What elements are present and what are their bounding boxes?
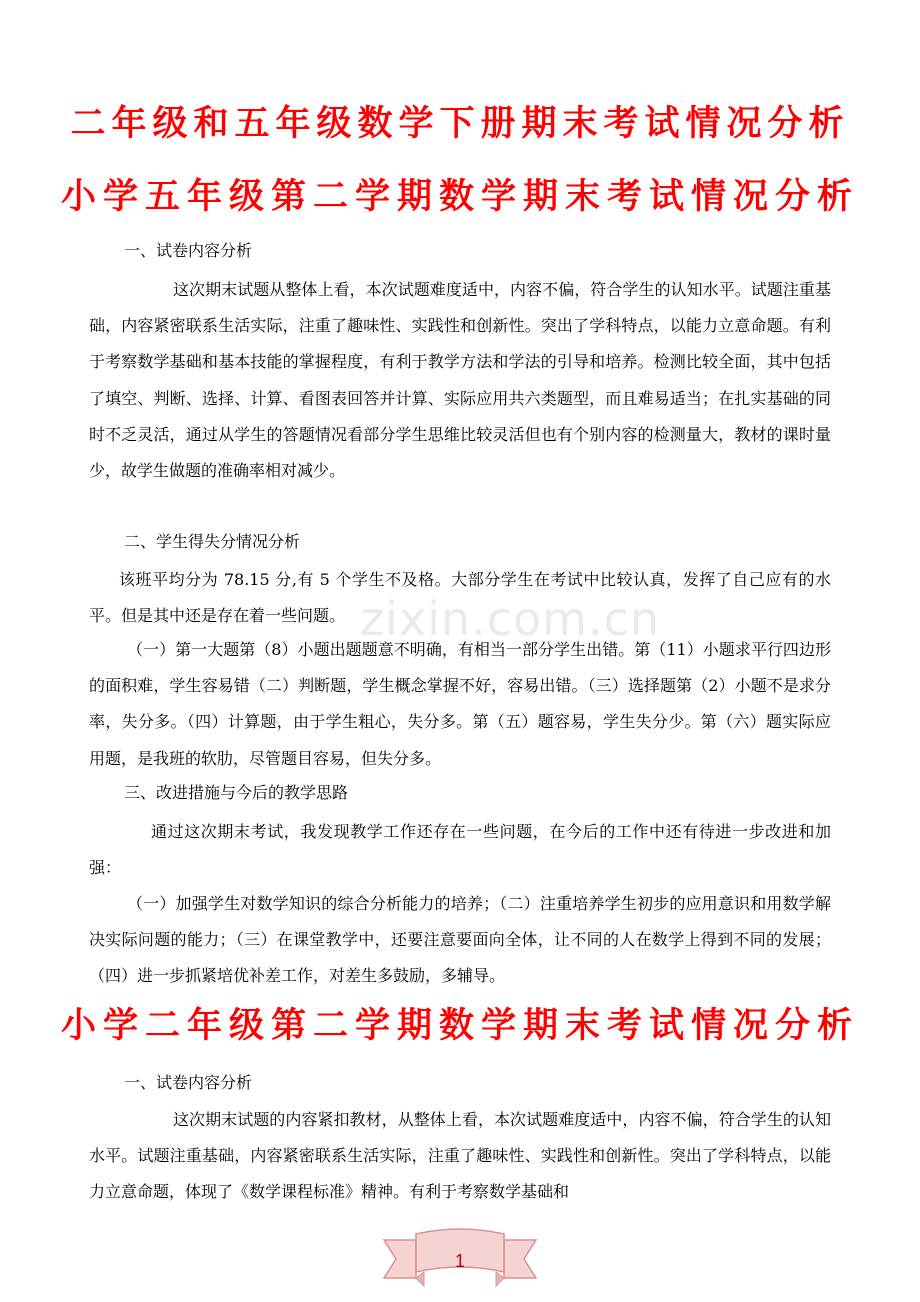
grade5-paragraph-1: 这次期末试题从整体上看，本次试题难度适中，内容不偏，符合学生的认知水平。试题注重基础，内容紧密联系生活实际，注重了趣味性、实践性和创新性。突出了学科特点，以能力立意命题。有利于考察数学基础和基本技能的掌握程度，有利于教学方法和学法的引导和培养。检测比较全面，其中包括了填空、判断、选择、计算、看图表回答并计算、实际应用共六类题型，而且难易适当；在扎实基础的同时不乏灵活，通过从学生的答题情况看部分学生思维比较灵活但也有个别内容的检测量大，教材的课时量少，故学生做题的准确率相对减少。 (89, 280, 831, 481)
grade2-heading-1: 一、试卷内容分析 (124, 1073, 253, 1092)
grade5-paragraph-3: （一）第一大题第（8）小题出题题意不明确，有相当一部分学生出错。第（11）小题求平行四边形的面积难，学生容易错（二）判断题，学生概念掌握不好，容易出错。（三）选择题第（2）小题不是求分率，失分多。（四）计算题，由于学生粗心，失分多。第（五）题容易，学生失分少。第（六）题实际应用题，是我班的软肋，尽管题目容易，但失分多。 (89, 640, 831, 768)
grade5-paragraph-4: 通过这次期末考试，我发现教学工作还存在一些问题，在今后的工作中还有待进一步改进和加强： (89, 822, 831, 878)
grade5-paragraph-2: 该班平均分为 78.15 分,有 5 个学生不及格。大部分学生在考试中比较认真，发挥了自己应有的水平。但是其中还是存在着一些问题。 (89, 570, 831, 626)
grade5-title: 小学五年级第二学期数学期末考试情况分析 (60, 177, 859, 217)
grade5-heading-2: 二、学生得失分情况分析 (124, 532, 301, 551)
grade5-paragraph-5: （一）加强学生对数学知识的综合分析能力的培养；（二）注重培养学生初步的应用意识和用数学解决实际问题的能力；（三）在课堂教学中，还要注意要面向全体，让不同的人在数学上得到不同的发展；（四）进一步抓紧培优补差工作，对差生多鼓励，多辅导。 (89, 894, 831, 986)
grade5-heading-3: 三、改进措施与今后的教学思路 (124, 783, 349, 802)
grade5-heading-1: 一、试卷内容分析 (124, 241, 253, 260)
page-number: 1 (454, 1251, 465, 1271)
grade2-paragraph-1: 这次期末试题的内容紧扣教材，从整体上看，本次试题难度适中，内容不偏，符合学生的认知水平。试题注重基础，内容紧密联系生活实际，注重了趣味性、实践性和创新性。突出了学科特点，以能力立意命题，体现了《数学课程标准》精神。有利于考察数学基础和 (89, 1110, 831, 1202)
main-title: 二年级和五年级数学下册期末考试情况分析 (70, 104, 850, 144)
grade2-title: 小学二年级第二学期数学期末考试情况分析 (60, 1006, 859, 1046)
watermark: zixin.com.cn (360, 592, 661, 646)
